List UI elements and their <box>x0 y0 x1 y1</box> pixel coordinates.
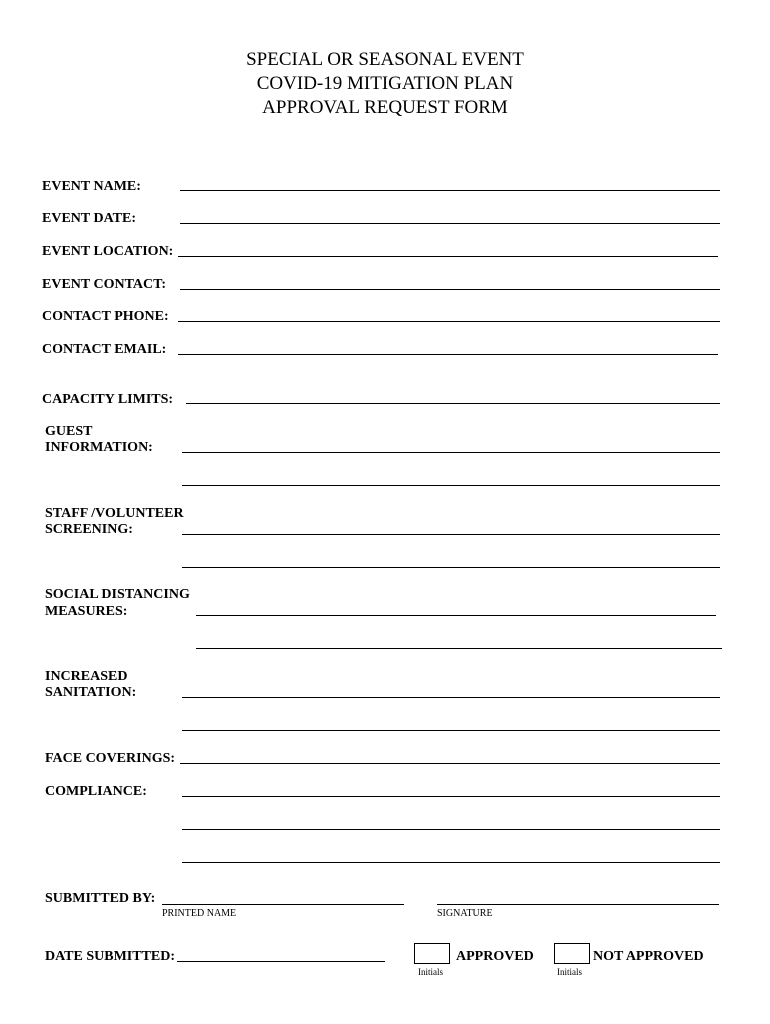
event-location-field[interactable] <box>178 256 718 257</box>
event-date-label: EVENT DATE: <box>42 211 137 226</box>
approved-initials-box[interactable] <box>414 943 450 964</box>
face-coverings-label: FACE COVERINGS: <box>45 751 176 766</box>
contact-phone-label: CONTACT PHONE: <box>42 309 169 324</box>
printed-name-caption: PRINTED NAME <box>162 908 237 919</box>
signature-field[interactable] <box>437 904 719 905</box>
increased-sanitation-field-2[interactable] <box>182 730 720 731</box>
event-date-field[interactable] <box>180 223 720 224</box>
compliance-field-1[interactable] <box>182 796 720 797</box>
event-location-label: EVENT LOCATION: <box>42 244 174 259</box>
date-submitted-field[interactable] <box>177 961 385 962</box>
increased-sanitation-field-1[interactable] <box>182 697 720 698</box>
social-distancing-label-line-2: MEASURES: <box>45 604 128 619</box>
staff-screening-label-line-1: STAFF /VOLUNTEER <box>45 506 184 521</box>
event-contact-label: EVENT CONTACT: <box>42 277 167 292</box>
compliance-field-2[interactable] <box>182 829 720 830</box>
guest-information-field-1[interactable] <box>182 452 720 453</box>
increased-sanitation-label-line-1: INCREASED <box>45 669 128 684</box>
not-approved-initials-caption: Initials <box>557 967 582 977</box>
face-coverings-field[interactable] <box>180 763 720 764</box>
event-name-label: EVENT NAME: <box>42 179 141 194</box>
not-approved-label: NOT APPROVED <box>593 949 704 964</box>
event-name-field[interactable] <box>180 190 720 191</box>
staff-screening-label-line-2: SCREENING: <box>45 522 133 537</box>
capacity-limits-label: CAPACITY LIMITS: <box>42 392 174 407</box>
event-contact-field[interactable] <box>180 289 720 290</box>
signature-caption: SIGNATURE <box>437 908 493 919</box>
printed-name-field[interactable] <box>162 904 404 905</box>
contact-email-label: CONTACT EMAIL: <box>42 342 167 357</box>
contact-phone-field[interactable] <box>178 321 720 322</box>
staff-screening-field-2[interactable] <box>182 567 720 568</box>
form-title <box>0 48 770 120</box>
submitted-by-label: SUBMITTED BY: <box>45 891 156 906</box>
form-title-line-1: SPECIAL OR SEASONAL EVENT <box>246 49 524 70</box>
compliance-field-3[interactable] <box>182 862 720 863</box>
guest-information-label-line-1: GUEST <box>45 424 93 439</box>
capacity-limits-field[interactable] <box>186 403 720 404</box>
not-approved-initials-box[interactable] <box>554 943 590 964</box>
contact-email-field[interactable] <box>178 354 718 355</box>
approved-label: APPROVED <box>456 949 534 964</box>
staff-screening-field-1[interactable] <box>182 534 720 535</box>
social-distancing-label-line-1: SOCIAL DISTANCING <box>45 587 190 602</box>
date-submitted-label: DATE SUBMITTED: <box>45 949 176 964</box>
social-distancing-field-1[interactable] <box>196 615 716 616</box>
guest-information-field-2[interactable] <box>182 485 720 486</box>
social-distancing-field-2[interactable] <box>196 648 722 649</box>
guest-information-label-line-2: INFORMATION: <box>45 440 153 455</box>
increased-sanitation-label-line-2: SANITATION: <box>45 685 137 700</box>
approved-initials-caption: Initials <box>418 967 443 977</box>
form-title-line-2: COVID-19 MITIGATION PLAN <box>256 73 514 94</box>
form-title-line-3: APPROVAL REQUEST FORM <box>262 97 508 118</box>
compliance-label: COMPLIANCE: <box>45 784 147 799</box>
